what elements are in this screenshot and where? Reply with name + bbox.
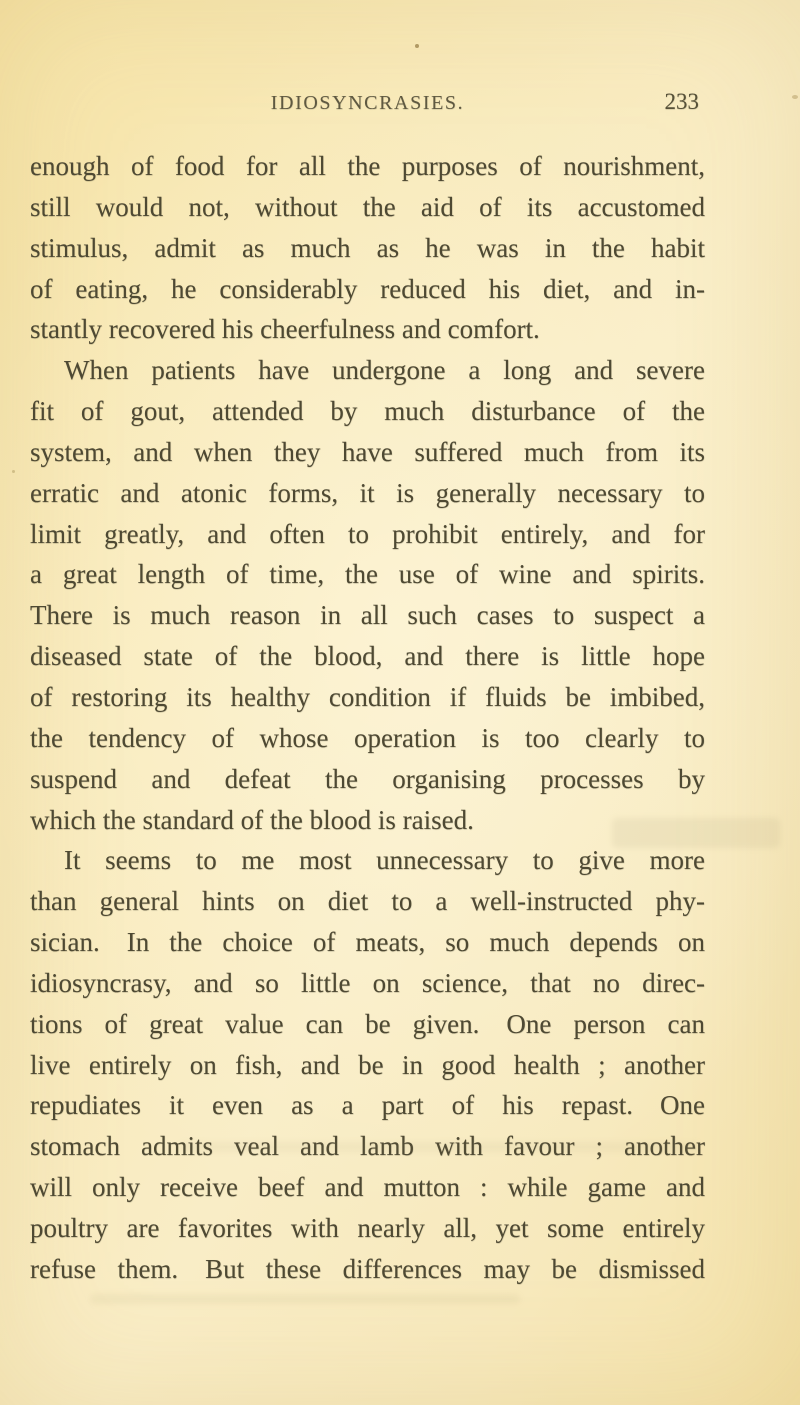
text-line-content: of restoring its healthy condition if fluids be imbibed,	[30, 681, 706, 712]
text-line	[30, 595, 705, 636]
text-line-content: erratic and atonic forms, it is generally necessary to	[30, 477, 705, 508]
bleed-through-smudge	[612, 818, 780, 848]
text-line-content: a great length of time, the use of wine and spirits.	[30, 559, 705, 590]
text-line	[30, 1167, 705, 1208]
text-line-content: It seems to me most unnecessary to give more	[64, 845, 705, 876]
text-line	[30, 514, 705, 555]
text-line-content: diseased state of the blood, and there is little hope	[30, 641, 705, 672]
text-line-content: limit greatly, and often to prohibit entirely, and for	[30, 518, 705, 549]
bleed-through-smudge	[180, 1142, 700, 1152]
text-line-content: of eating, he considerably reduced his diet, and in-	[30, 273, 706, 304]
text-line-content: When patients have undergone a long and severe	[64, 355, 705, 386]
text-line-content: stantly recovered his cheerfulness and comfort.	[30, 314, 540, 345]
text-line-content: repudiates it even as a part of his repast. One	[30, 1090, 705, 1121]
text-line	[30, 922, 705, 963]
text-line-content: which the standard of the blood is raised.	[30, 804, 474, 835]
text-line	[30, 1249, 705, 1290]
text-line	[30, 718, 705, 759]
text-line	[30, 1045, 705, 1086]
text-line	[30, 963, 705, 1004]
text-line	[30, 1085, 705, 1126]
text-line	[30, 677, 705, 718]
text-line	[30, 269, 705, 310]
ink-speck	[415, 44, 419, 48]
text-line-content: system, and when they have suffered much from its	[30, 436, 706, 467]
text-line-content: tions of great value can be given. One person can	[30, 1008, 705, 1039]
text-line	[30, 1208, 705, 1249]
text-line	[30, 146, 705, 187]
text-line	[30, 309, 705, 350]
text-line-content: will only receive beef and mutton : while game and	[30, 1172, 705, 1203]
text-line-content: stomach admits veal and lamb with favour ; another	[30, 1131, 706, 1162]
text-line-content: still would not, without the aid of its accustomed	[30, 191, 706, 222]
text-line	[30, 636, 705, 677]
page-text-block	[30, 146, 705, 1290]
ink-speck	[12, 470, 15, 473]
text-line	[30, 473, 705, 514]
text-line	[30, 1004, 705, 1045]
text-line	[30, 228, 705, 269]
text-line-content: fit of gout, attended by much disturbance of the	[30, 396, 705, 427]
text-line	[30, 391, 705, 432]
running-header	[30, 89, 705, 122]
text-line	[30, 800, 705, 841]
text-line-content: There is much reason in all such cases to suspect a	[30, 600, 706, 631]
ink-speck	[792, 95, 798, 99]
text-line-content: poultry are favorites with nearly all, yet some entirely	[30, 1212, 705, 1243]
text-line	[30, 350, 705, 391]
text-line-content: sician. In the choice of meats, so much depends on	[30, 927, 705, 958]
text-line	[30, 881, 705, 922]
text-line-content: enough of food for all the purposes of nourishment,	[30, 151, 705, 181]
text-line-content: stimulus, admit as much as he was in the habit	[30, 232, 705, 263]
text-line	[30, 187, 705, 228]
text-line	[30, 759, 705, 800]
text-line-content: idiosyncrasy, and so little on science, that no direc-	[30, 967, 706, 998]
running-title: IDIOSYNCRASIES.	[270, 92, 465, 114]
text-line-content: than general hints on diet to a well-instructed phy-	[30, 886, 705, 917]
text-line-content: refuse them. But these differences may be dismissed	[30, 1253, 705, 1284]
text-line-content: the tendency of whose operation is too clearly to	[30, 722, 705, 753]
page-number: 233	[664, 89, 699, 114]
text-line-content: suspend and defeat the organising processes by	[30, 763, 705, 794]
text-line	[30, 840, 705, 881]
text-line	[30, 432, 705, 473]
bleed-through-smudge	[90, 1294, 520, 1304]
text-line	[30, 554, 705, 595]
text-line-content: live entirely on fish, and be in good health ; another	[30, 1049, 706, 1080]
